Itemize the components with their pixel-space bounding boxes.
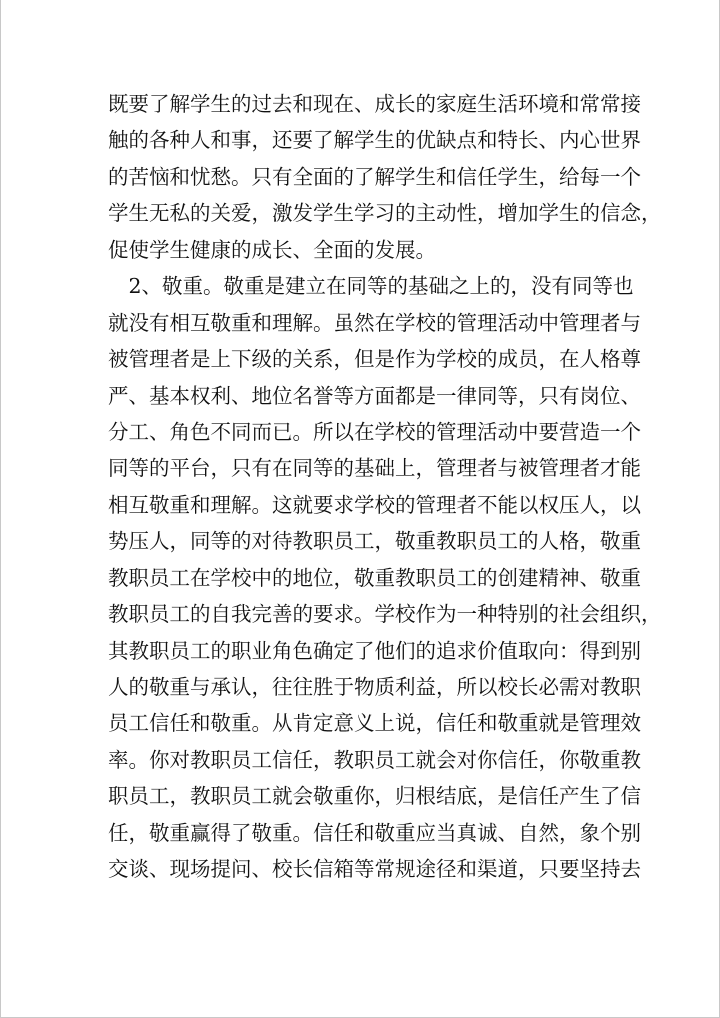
text-line: 教职员工的自我完善的要求。学校作为一种特别的社会组织，: [108, 602, 662, 627]
text-line: 任，敬重赢得了敬重。信任和敬重应当真诚、自然，象个别: [108, 820, 641, 845]
text-line: 交谈、现场提问、校长信箱等常规途径和渠道，只要坚持去: [108, 857, 641, 882]
text-line: 率。你对教职员工信任，教职员工就会对你信任，你敬重教: [108, 747, 641, 772]
text-line: 的苦恼和忧愁。只有全面的了解学生和信任学生，给每一个: [108, 164, 641, 189]
text-line: 促使学生健康的成长、全面的发展。: [108, 237, 436, 262]
text-line: 学生无私的关爱，激发学生学习的主动性，增加学生的信念，: [108, 201, 662, 226]
text-line: 就没有相互敬重和理解。虽然在学校的管理活动中管理者与: [108, 310, 641, 335]
text-line: 职员工，教职员工就会敬重你，归根结底，是信任产生了信: [108, 784, 641, 809]
body-text: [108, 86, 662, 888]
text-line: 势压人，同等的对待教职员工，敬重教职员工的人格，敬重: [108, 529, 641, 554]
text-line: 被管理者是上下级的关系，但是作为学校的成员，在人格尊: [108, 347, 641, 372]
text-line: 同等的平台，只有在同等的基础上，管理者与被管理者才能: [108, 456, 641, 481]
text-line: 严、基本权利、地位名誉等方面都是一律同等，只有岗位、: [108, 383, 641, 408]
text-line: 触的各种人和事，还要了解学生的优缺点和特长、内心世界: [108, 128, 641, 153]
text-line: 员工信任和敬重。从肯定意义上说，信任和敬重就是管理效: [108, 711, 641, 736]
text-line: 人的敬重与承认，往往胜于物质利益，所以校长必需对教职: [108, 675, 641, 699]
text-line: 2、敬重。敬重是建立在同等的基础之上的，没有同等也: [108, 274, 634, 299]
text-line: 相互敬重和理解。这就要求学校的管理者不能以权压人，以: [108, 492, 641, 517]
text-line: 分工、角色不同而已。所以在学校的管理活动中要营造一个: [108, 419, 641, 444]
text-line: 教职员工在学校中的地位，敬重教职员工的创建精神、敬重: [108, 565, 641, 590]
page-border-left: [0, 0, 1, 1018]
text-line: 既要了解学生的过去和现在、成长的家庭生活环境和常常接: [108, 92, 641, 116]
text-line: 其教职员工的职业角色确定了他们的追求价值取向：得到别: [108, 638, 641, 663]
